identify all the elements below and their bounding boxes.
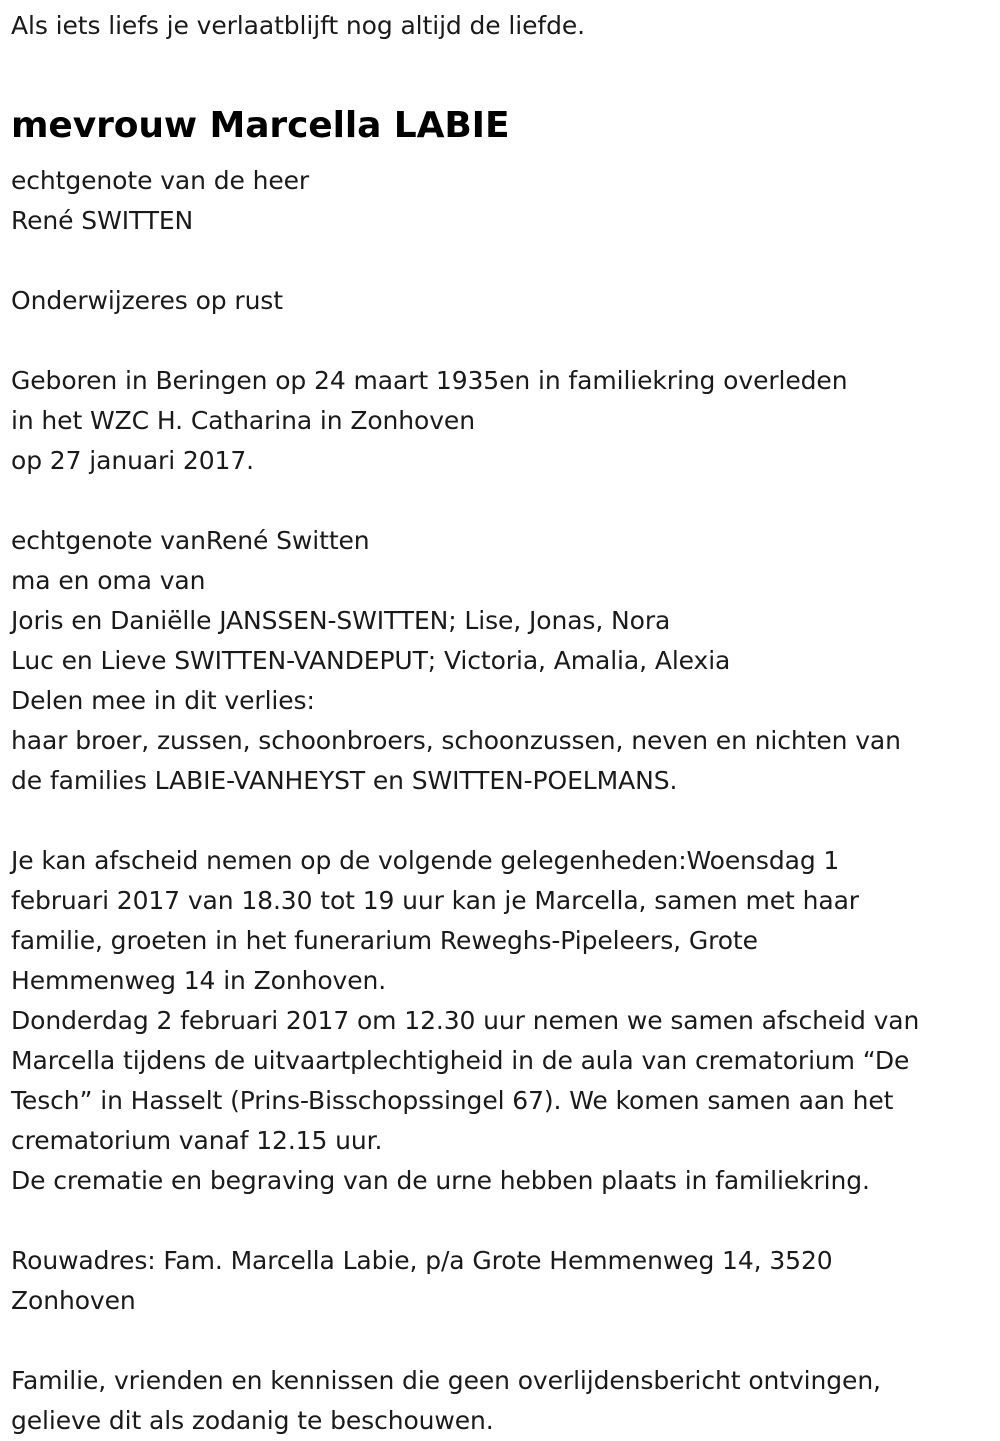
- address-line: Rouwadres: Fam. Marcella Labie, p/a Grote Hemmenweg 14, 3520: [11, 1246, 833, 1275]
- ceremony-line: crematorium vanaf 12.15 uur.: [11, 1126, 383, 1155]
- ceremony-section: [11, 841, 986, 1201]
- spacer: [11, 321, 986, 361]
- birth-death-line: Geboren in Beringen op 24 maart 1935en in familiekring overleden: [11, 366, 848, 395]
- spouse-intro: echtgenote van de heer: [11, 166, 310, 195]
- spacer: [11, 801, 986, 841]
- ceremony-line: Tesch” in Hasselt (Prins-Bisschopssingel 67). We komen samen aan het: [11, 1086, 894, 1115]
- family-section: [11, 521, 986, 801]
- address-line: Zonhoven: [11, 1286, 136, 1315]
- ceremony-line: familie, groeten in het funerarium Reweghs-Pipeleers, Grote: [11, 926, 758, 955]
- ceremony-line: Hemmenweg 14 in Zonhoven.: [11, 966, 387, 995]
- motto: Als iets liefs je verlaatblijft nog altijd de liefde.: [11, 11, 585, 40]
- family-line: de families LABIE-VANHEYST en SWITTEN-POELMANS.: [11, 766, 678, 795]
- closing-line: Familie, vrienden en kennissen die geen overlijdensbericht ontvingen,: [11, 1366, 881, 1395]
- birth-death-section: [11, 361, 986, 481]
- ceremony-line: Donderdag 2 februari 2017 om 12.30 uur nemen we samen afscheid van: [11, 1006, 920, 1035]
- deceased-name: mevrouw Marcella LABIE: [11, 105, 510, 146]
- spacer: [11, 1201, 986, 1241]
- family-line: Joris en Daniëlle JANSSEN-SWITTEN; Lise, Jonas, Nora: [11, 606, 671, 635]
- birth-death-line: in het WZC H. Catharina in Zonhoven: [11, 406, 475, 435]
- family-line: Luc en Lieve SWITTEN-VANDEPUT; Victoria, Amalia, Alexia: [11, 646, 731, 675]
- spacer: [11, 1321, 986, 1361]
- ceremony-line: De crematie en begraving van de urne hebben plaats in familiekring.: [11, 1166, 870, 1195]
- spacer: [11, 481, 986, 521]
- spouse-name: René SWITTEN: [11, 206, 194, 235]
- ceremony-line: februari 2017 van 18.30 tot 19 uur kan je Marcella, samen met haar: [11, 886, 859, 915]
- closing-line: gelieve dit als zodanig te beschouwen.: [11, 1406, 494, 1435]
- ceremony-line: Je kan afscheid nemen op de volgende gelegenheden:Woensdag 1: [11, 846, 840, 875]
- family-line: haar broer, zussen, schoonbroers, schoonzussen, neven en nichten van: [11, 726, 901, 755]
- family-line: Delen mee in dit verlies:: [11, 686, 315, 715]
- occupation: Onderwijzeres op rust: [11, 286, 283, 315]
- closing-section: [11, 1361, 986, 1441]
- birth-death-line: op 27 januari 2017.: [11, 446, 254, 475]
- address-section: [11, 1241, 986, 1321]
- family-line: echtgenote vanRené Switten: [11, 526, 370, 555]
- ceremony-line: Marcella tijdens de uitvaartplechtigheid in de aula van crematorium “De: [11, 1046, 910, 1075]
- spacer: [11, 241, 986, 281]
- obituary-notice: [11, 0, 986, 1441]
- family-line: ma en oma van: [11, 566, 206, 595]
